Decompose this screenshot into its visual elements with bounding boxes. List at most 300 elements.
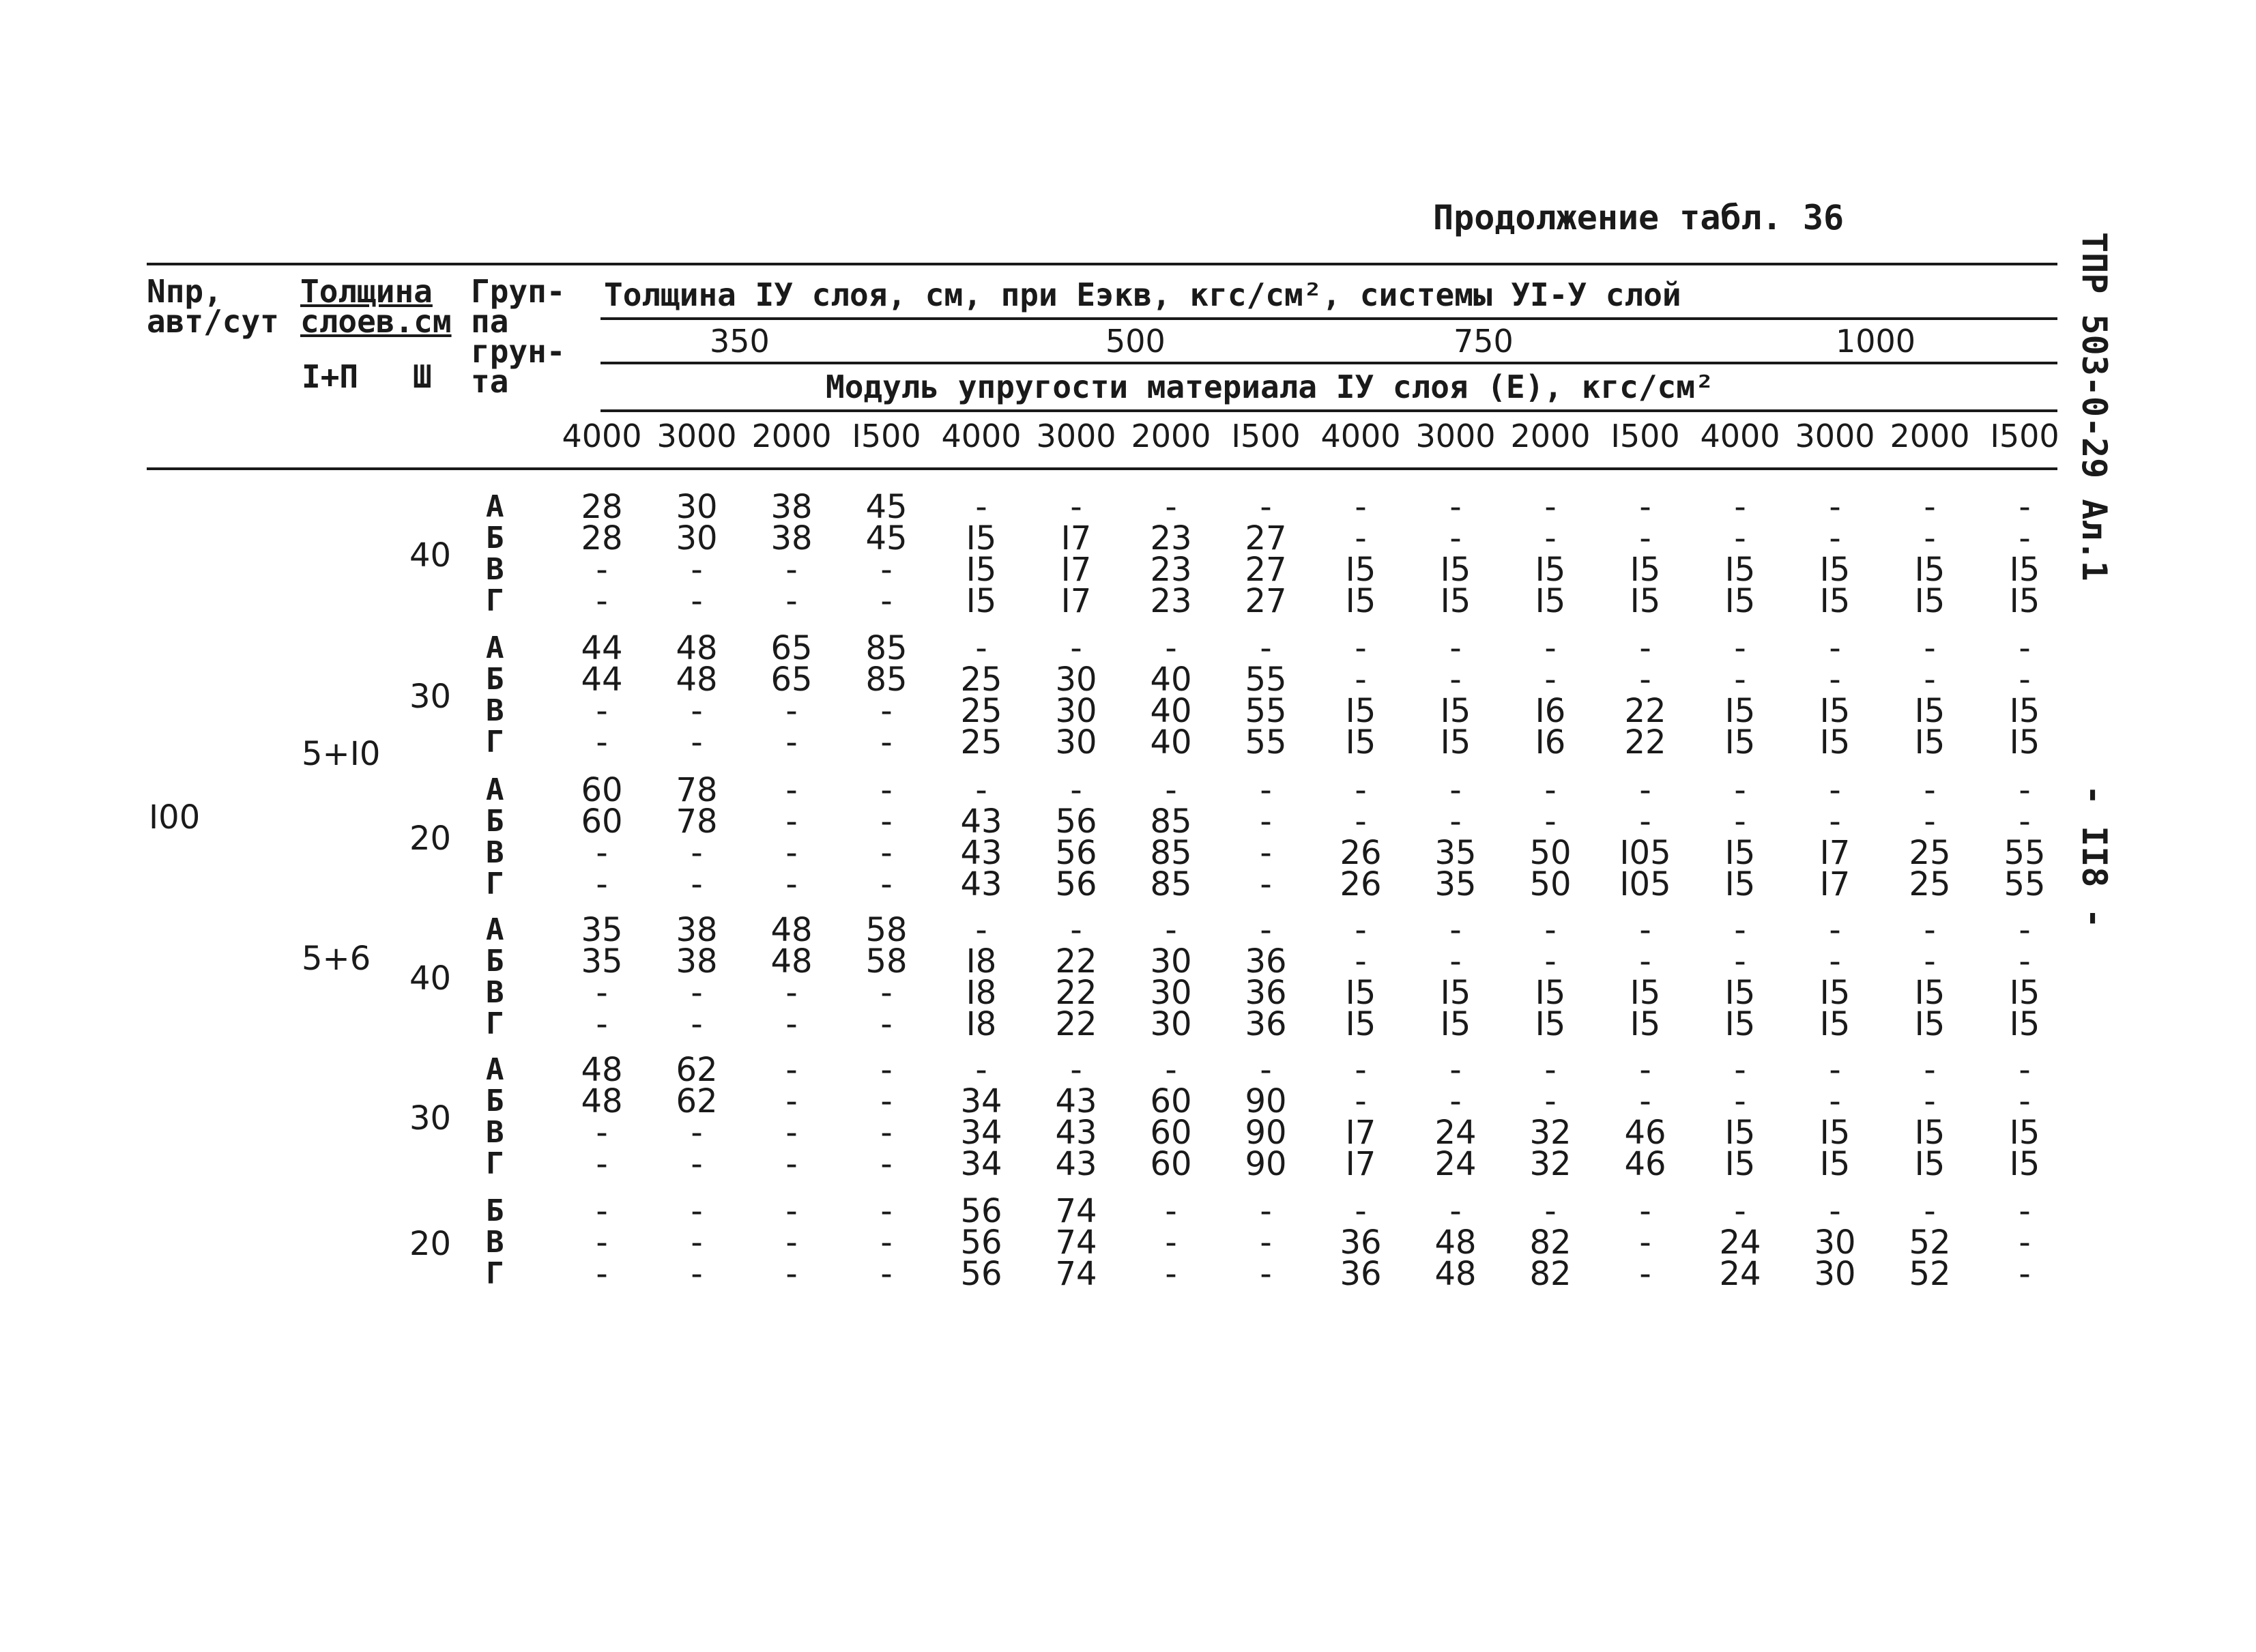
cell-value: 26 [1340, 865, 1382, 903]
eekv-750: 750 [1454, 323, 1514, 360]
cell-value: - [975, 911, 987, 949]
table-cell [1225, 1192, 1307, 1293]
cell-value: 43 [960, 865, 1002, 903]
table-cell [751, 1051, 833, 1183]
cell-value: - [1924, 802, 1936, 841]
cell-value: - [1355, 771, 1367, 809]
cell-value: 55 [1245, 661, 1287, 699]
table-cell [1604, 488, 1686, 620]
cell-value: 65 [770, 661, 813, 699]
cell-value: - [785, 582, 798, 620]
cell-value: 48 [770, 911, 813, 949]
cell-value: 60 [1150, 1114, 1192, 1152]
cell-value: - [1829, 911, 1841, 949]
cell-value: 43 [960, 834, 1002, 872]
cell-value: 36 [1340, 1255, 1382, 1293]
cell-value: I5 [1724, 1005, 1756, 1043]
cell-value: 30 [1055, 692, 1097, 730]
cell-value: 24 [1719, 1223, 1761, 1262]
cell-value: 38 [770, 519, 813, 557]
cell-value: - [1260, 865, 1272, 903]
cell-value: 36 [1245, 974, 1287, 1012]
cell-value: 74 [1055, 1255, 1097, 1293]
cell-value: - [1260, 1051, 1272, 1089]
cell-value: I5 [1914, 1114, 1946, 1152]
cell-value: - [1544, 802, 1557, 841]
cell-value: I7 [1819, 834, 1851, 872]
table-cell [1794, 1051, 1876, 1183]
cell-value: - [1260, 629, 1272, 667]
cell-value: 82 [1529, 1223, 1572, 1262]
cell-value: - [1639, 911, 1651, 949]
cell-value: - [1165, 488, 1177, 526]
cell-value: - [1355, 1082, 1367, 1120]
table-cell [561, 1192, 643, 1293]
cell-value: I5 [1345, 1005, 1376, 1043]
cell-value: I5 [1914, 551, 1946, 589]
layer3-thickness: 20 [409, 820, 452, 858]
cell-value: 85 [865, 661, 908, 699]
cell-value: 60 [581, 771, 623, 809]
cell-value: 60 [581, 802, 623, 841]
cell-value: 30 [1814, 1255, 1856, 1293]
cell-value: I5 [2009, 1114, 2040, 1152]
cell-value: 30 [1150, 942, 1192, 981]
cell-value: I5 [1440, 1005, 1471, 1043]
cell-value: 34 [960, 1145, 1002, 1183]
document-code: ТПР 503-0-29 Ал.1 [2074, 232, 2114, 581]
cell-value: - [1355, 1051, 1367, 1089]
cell-value: I5 [1535, 974, 1566, 1012]
cell-value: 35 [581, 942, 623, 981]
col-thickness-sub2: Ш [413, 358, 432, 395]
soil-group-label: В [486, 975, 504, 1010]
cell-value: - [596, 974, 608, 1012]
cell-value: - [1355, 629, 1367, 667]
cell-value: I5 [1440, 723, 1471, 762]
cell-value: - [2019, 488, 2031, 526]
cell-value: 36 [1245, 1005, 1287, 1043]
cell-value: I5 [966, 519, 997, 557]
cell-value: - [880, 865, 893, 903]
cell-value: - [691, 1114, 703, 1152]
cell-value: - [1355, 911, 1367, 949]
soil-group-label: В [486, 693, 504, 728]
eekv-500: 500 [1105, 323, 1166, 360]
e-col-header: 3000 [1415, 418, 1496, 454]
cell-value: - [880, 582, 893, 620]
thickness-value-b: 5+6 [302, 940, 371, 978]
soil-group-label: Б [486, 1084, 504, 1118]
eekv-1000: 1000 [1836, 323, 1916, 360]
cell-value: 85 [1150, 834, 1192, 872]
cell-value: 85 [1150, 865, 1192, 903]
cell-value: 56 [960, 1255, 1002, 1293]
table-cell [561, 488, 643, 620]
table-cell [940, 1192, 1022, 1293]
cell-value: - [1355, 942, 1367, 981]
cell-value: - [1260, 771, 1272, 809]
layer3-thickness: 30 [409, 1099, 452, 1137]
table-cell [1415, 629, 1496, 762]
cell-value: - [1070, 488, 1082, 526]
cell-value: I5 [1345, 723, 1376, 762]
e-col-header: 4000 [941, 418, 1022, 454]
cell-value: 65 [770, 629, 813, 667]
cell-value: - [1639, 771, 1651, 809]
table-cell [845, 488, 927, 620]
cell-value: - [1639, 1223, 1651, 1262]
table-cell [1225, 911, 1307, 1043]
cell-value: - [596, 723, 608, 762]
layer3-thickness: 40 [409, 536, 452, 575]
table-cell [845, 911, 927, 1043]
cell-value: 38 [676, 942, 718, 981]
cell-value: - [785, 1005, 798, 1043]
cell-value: - [1544, 1082, 1557, 1120]
table-cell [1794, 629, 1876, 762]
cell-value: - [880, 723, 893, 762]
cell-value: 55 [2004, 865, 2046, 903]
table-cell [561, 771, 643, 903]
table-cell [1225, 629, 1307, 762]
soil-group-label: Б [486, 662, 504, 697]
table-cell [561, 1051, 643, 1183]
cell-value: - [785, 1223, 798, 1262]
table-cell [1794, 1192, 1876, 1293]
cell-value: - [1734, 911, 1746, 949]
cell-value: 56 [1055, 834, 1097, 872]
table-cell [656, 488, 738, 620]
table-cell [845, 1051, 927, 1183]
table-cell [1984, 911, 2066, 1043]
table-cell [1509, 488, 1591, 620]
cell-value: I5 [966, 582, 997, 620]
table-cell [1889, 1051, 1971, 1183]
table-cell [656, 629, 738, 762]
cell-value: - [2019, 1255, 2031, 1293]
cell-value: - [785, 1051, 798, 1089]
cell-value: 24 [1434, 1145, 1477, 1183]
cell-value: 48 [676, 661, 718, 699]
table-cell [845, 1192, 927, 1293]
cell-value: - [880, 1051, 893, 1089]
cell-value: - [880, 1192, 893, 1230]
cell-value: - [1829, 1082, 1841, 1120]
cell-value: - [1639, 1255, 1651, 1293]
table-cell [1320, 629, 1402, 762]
cell-value: I5 [2009, 974, 2040, 1012]
cell-value: - [785, 865, 798, 903]
cell-value: - [1544, 629, 1557, 667]
cell-value: 25 [960, 692, 1002, 730]
e-col-header: I500 [852, 418, 921, 454]
cell-value: - [785, 802, 798, 841]
cell-value: 44 [581, 661, 623, 699]
cell-value: 25 [1909, 834, 1951, 872]
cell-value: - [1829, 519, 1841, 557]
cell-value: 32 [1529, 1114, 1572, 1152]
soil-group-label: В [486, 1115, 504, 1150]
cell-value: 90 [1245, 1114, 1287, 1152]
table-cell [1320, 1192, 1402, 1293]
cell-value: I5 [1819, 692, 1851, 730]
cell-value: I5 [2009, 1145, 2040, 1183]
e-col-header: 2000 [1890, 418, 1970, 454]
cell-value: - [785, 771, 798, 809]
col-thickness-sub1: I+П [302, 358, 359, 395]
cell-value: 60 [1150, 1145, 1192, 1183]
modulus-title: Модуль упругости материала IУ слоя (E), кгс/см² [826, 368, 1714, 405]
table-cell [1604, 629, 1686, 762]
cell-value: 30 [1150, 1005, 1192, 1043]
table-cell [1225, 771, 1307, 903]
cell-value: - [1924, 661, 1936, 699]
table-cell [1035, 629, 1117, 762]
cell-value: - [1924, 1051, 1936, 1089]
cell-value: - [785, 723, 798, 762]
cell-value: I5 [1440, 551, 1471, 589]
cell-value: - [1260, 1255, 1272, 1293]
cell-value: - [596, 1005, 608, 1043]
cell-value: - [1734, 519, 1746, 557]
cell-value: I5 [1345, 974, 1376, 1012]
cell-value: - [1544, 488, 1557, 526]
cell-value: - [1449, 661, 1462, 699]
cell-value: - [1260, 1223, 1272, 1262]
cell-value: 22 [1055, 1005, 1097, 1043]
cell-value: 56 [960, 1192, 1002, 1230]
cell-value: I5 [1819, 1114, 1851, 1152]
cell-value: - [1924, 942, 1936, 981]
cell-value: - [1544, 661, 1557, 699]
cell-value: 24 [1719, 1255, 1761, 1293]
soil-group-label: Б [486, 1193, 504, 1228]
cell-value: - [1449, 519, 1462, 557]
cell-value: 46 [1624, 1114, 1666, 1152]
cell-value: 90 [1245, 1145, 1287, 1183]
cell-value: 25 [960, 661, 1002, 699]
cell-value: - [1165, 771, 1177, 809]
cell-value: - [1734, 629, 1746, 667]
table-cell [1604, 771, 1686, 903]
cell-value: - [785, 551, 798, 589]
cell-value: I7 [1060, 582, 1092, 620]
cell-value: I5 [1440, 974, 1471, 1012]
cell-value: - [1355, 488, 1367, 526]
cell-value: - [1449, 488, 1462, 526]
table-cell [656, 1192, 738, 1293]
cell-value: - [1544, 911, 1557, 949]
e-col-header: I500 [1610, 418, 1680, 454]
cell-value: - [1544, 942, 1557, 981]
table-cell [561, 911, 643, 1043]
table-cell [1509, 1192, 1591, 1293]
table-cell [1035, 1192, 1117, 1293]
table-cell [1320, 911, 1402, 1043]
table-cell [1604, 1192, 1686, 1293]
cell-value: - [880, 974, 893, 1012]
cell-value: I05 [1619, 865, 1671, 903]
cell-value: 30 [676, 488, 718, 526]
cell-value: - [1639, 1051, 1651, 1089]
cell-value: - [691, 834, 703, 872]
table-cell [1699, 488, 1781, 620]
layer3-thickness: 30 [409, 678, 452, 716]
cell-value: 36 [1245, 942, 1287, 981]
table-cell [1699, 629, 1781, 762]
table-cell [1889, 771, 1971, 903]
cell-value: 82 [1529, 1255, 1572, 1293]
cell-value: 35 [1434, 865, 1477, 903]
table-cell [1984, 771, 2066, 903]
cell-value: 46 [1624, 1145, 1666, 1183]
cell-value: 45 [865, 488, 908, 526]
cell-value: - [1639, 661, 1651, 699]
cell-value: 74 [1055, 1192, 1097, 1230]
table-cell [940, 629, 1022, 762]
cell-value: - [1924, 1082, 1936, 1120]
table-cell [751, 629, 833, 762]
table-cell [1794, 488, 1876, 620]
cell-value: - [2019, 519, 2031, 557]
cell-value: 28 [581, 488, 623, 526]
cell-value: - [691, 1145, 703, 1183]
cell-value: 40 [1150, 692, 1192, 730]
cell-value: - [691, 582, 703, 620]
cell-value: - [691, 551, 703, 589]
cell-value: I5 [1724, 834, 1756, 872]
cell-value: 30 [676, 519, 718, 557]
cell-value: 48 [676, 629, 718, 667]
top-rule [147, 263, 2057, 265]
cell-value: I5 [1535, 1005, 1566, 1043]
cell-value: 78 [676, 771, 718, 809]
table-cell [1035, 1051, 1117, 1183]
cell-value: - [2019, 1192, 2031, 1230]
cell-value: 58 [865, 911, 908, 949]
cell-value: - [1544, 519, 1557, 557]
cell-value: 30 [1814, 1223, 1856, 1262]
table-cell [1035, 911, 1117, 1043]
e-col-header: I500 [1231, 418, 1301, 454]
cell-value: - [2019, 1223, 2031, 1262]
table-cell [940, 771, 1022, 903]
cell-value: 34 [960, 1082, 1002, 1120]
cell-value: - [1639, 629, 1651, 667]
cell-value: I5 [1345, 692, 1376, 730]
cell-value: - [880, 692, 893, 730]
cell-value: - [1165, 1255, 1177, 1293]
soil-group-label: Г [486, 867, 504, 901]
cell-value: I5 [2009, 692, 2040, 730]
header-rule-1 [601, 317, 2057, 320]
cell-value: - [1639, 488, 1651, 526]
cell-value: 34 [960, 1114, 1002, 1152]
table-cell [1794, 771, 1876, 903]
cell-value: I5 [1914, 723, 1946, 762]
cell-value: I5 [1819, 1145, 1851, 1183]
cell-value: 23 [1150, 551, 1192, 589]
cell-value: I5 [1819, 1005, 1851, 1043]
cell-value: 28 [581, 519, 623, 557]
cell-value: 52 [1909, 1223, 1951, 1262]
cell-value: - [785, 1192, 798, 1230]
cell-value: 85 [1150, 802, 1192, 841]
table-cell [1130, 1192, 1212, 1293]
cell-value: - [1260, 834, 1272, 872]
cell-value: I7 [1345, 1145, 1376, 1183]
cell-value: - [2019, 661, 2031, 699]
soil-group-label: В [486, 835, 504, 870]
soil-group-label: В [486, 552, 504, 587]
cell-value: I5 [1724, 974, 1756, 1012]
e-col-header: 4000 [1700, 418, 1780, 454]
cell-value: 48 [1434, 1223, 1477, 1262]
table-cell [751, 488, 833, 620]
table-cell [845, 629, 927, 762]
cell-value: - [1639, 942, 1651, 981]
cell-value: - [2019, 1082, 2031, 1120]
cell-value: I5 [1345, 582, 1376, 620]
table-cell [1889, 1192, 1971, 1293]
table-cell [1509, 1051, 1591, 1183]
cell-value: 50 [1529, 865, 1572, 903]
cell-value: 22 [1624, 692, 1666, 730]
cell-value: 45 [865, 519, 908, 557]
cell-value: I7 [1060, 519, 1092, 557]
cell-value: - [1829, 1192, 1841, 1230]
soil-group-label: Г [486, 725, 504, 759]
cell-value: 62 [676, 1082, 718, 1120]
soil-group-label: Г [486, 1146, 504, 1181]
cell-value: - [596, 551, 608, 589]
table-cell [1984, 488, 2066, 620]
cell-value: I5 [1345, 551, 1376, 589]
cell-value: - [1449, 942, 1462, 981]
cell-value: 44 [581, 629, 623, 667]
cell-value: I5 [966, 551, 997, 589]
cell-value: - [1734, 1051, 1746, 1089]
cell-value: - [691, 1255, 703, 1293]
table-cell [656, 1051, 738, 1183]
table-cell [1320, 1051, 1402, 1183]
cell-value: I5 [1440, 692, 1471, 730]
table-cell [1699, 771, 1781, 903]
table-cell [751, 911, 833, 1043]
cell-value: 48 [581, 1082, 623, 1120]
cell-value: I5 [2009, 723, 2040, 762]
cell-value: - [1070, 911, 1082, 949]
page-number: - II8 - [2074, 785, 2114, 929]
cell-value: - [785, 1114, 798, 1152]
layer3-thickness: 40 [409, 959, 452, 998]
cell-value: - [691, 1192, 703, 1230]
cell-value: I5 [1630, 582, 1661, 620]
header-rule-3 [601, 409, 2057, 412]
cell-value: I7 [1819, 865, 1851, 903]
table-cell [561, 629, 643, 762]
cell-value: - [1355, 661, 1367, 699]
cell-value: 56 [1055, 802, 1097, 841]
cell-value: - [691, 723, 703, 762]
cell-value: I7 [1060, 551, 1092, 589]
cell-value: I5 [2009, 582, 2040, 620]
table-cell [1130, 629, 1212, 762]
cell-value: 23 [1150, 519, 1192, 557]
cell-value: - [1070, 629, 1082, 667]
table-cell [1130, 488, 1212, 620]
